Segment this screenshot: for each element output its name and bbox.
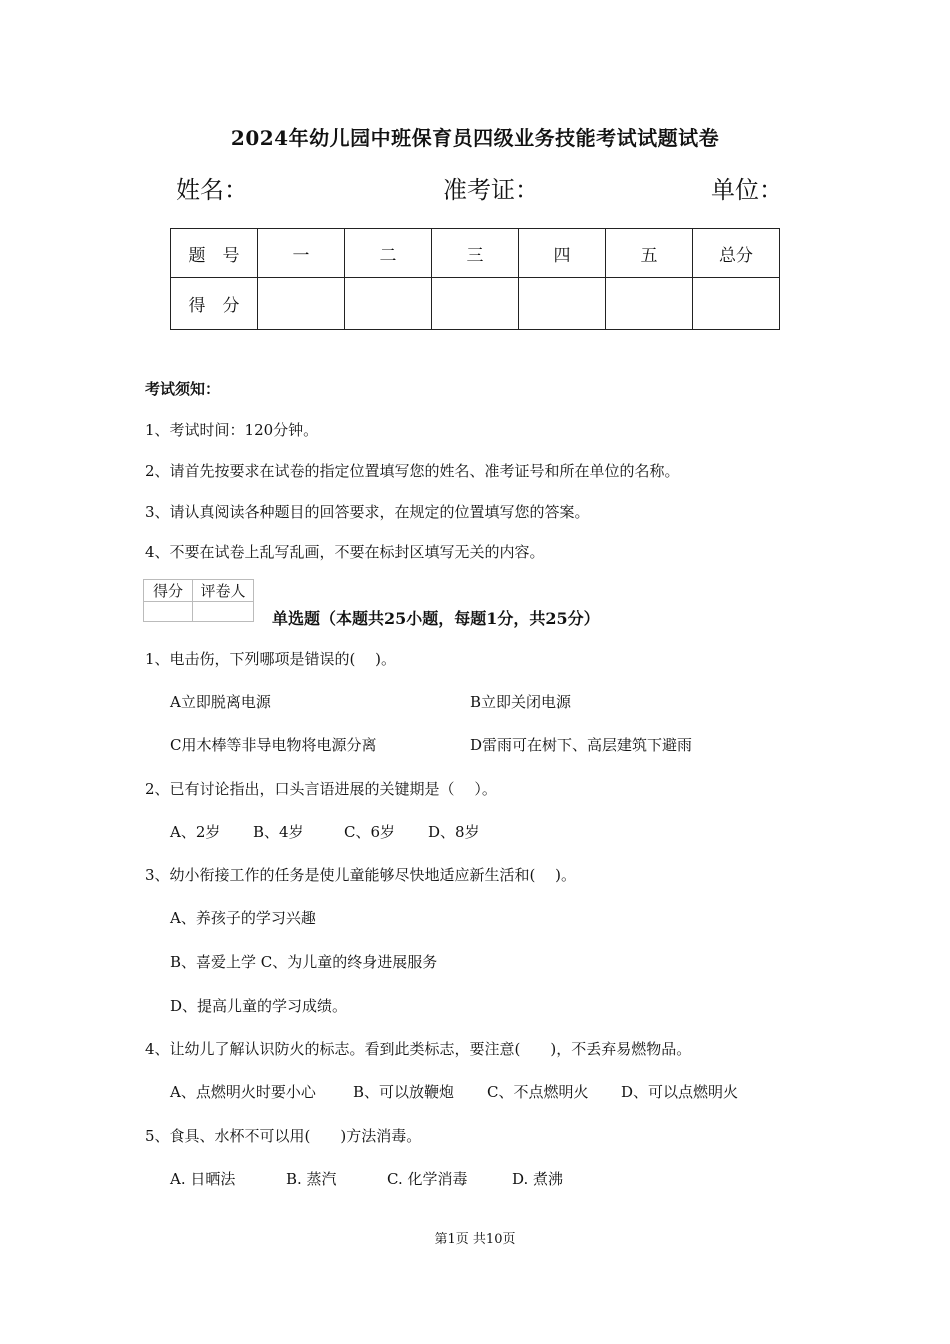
notice-item: 3、请认真阅读各种题目的回答要求，在规定的位置填写您的答案。 (145, 503, 590, 521)
score-table-header-cell: 一 (258, 229, 345, 278)
question-option: A、点燃明火时要小心 (170, 1083, 316, 1101)
question-option: B、4岁 (253, 823, 304, 841)
question-stem: 2、已有讨论指出，口头言语进展的关键期是（ ）。 (145, 780, 497, 798)
score-cell (345, 278, 432, 330)
grader-score-label: 得分 (144, 580, 193, 602)
score-table-header-cell: 四 (519, 229, 606, 278)
score-cell (432, 278, 519, 330)
score-cell (693, 278, 780, 330)
question-stem: 5、食具、水杯不可以用( )方法消毒。 (145, 1127, 422, 1145)
score-table-header-cell: 三 (432, 229, 519, 278)
grader-name-cell (193, 602, 254, 622)
notice-item: 1、考试时间：120分钟。 (145, 421, 319, 439)
question-option: C用木棒等非导电物将电源分离 (170, 736, 377, 754)
question-option: B、喜爱上学 C、为儿童的终身进展服务 (170, 953, 438, 971)
section-heading: 单选题（本题共25小题，每题1分，共25分） (272, 609, 600, 628)
grader-score-cell (144, 602, 193, 622)
score-cell (258, 278, 345, 330)
question-option: B、可以放鞭炮 (353, 1083, 455, 1101)
score-table-header-cell: 五 (606, 229, 693, 278)
question-option: D. 煮沸 (512, 1170, 564, 1188)
score-table-score-row (171, 278, 780, 330)
score-table-header-cell: 题 号 (171, 229, 258, 278)
unit-label: 单位： (711, 176, 783, 204)
question-option: C. 化学消毒 (387, 1170, 468, 1188)
question-option: A、2岁 (170, 823, 221, 841)
question-stem: 1、电击伤，下列哪项是错误的( )。 (145, 650, 397, 668)
question-option: B. 蒸汽 (286, 1170, 337, 1188)
question-option: D、可以点燃明火 (621, 1083, 739, 1101)
notice-heading: 考试须知： (145, 380, 221, 398)
question-option: D雷雨可在树下、高层建筑下避雨 (470, 736, 693, 754)
question-option: A、养孩子的学习兴趣 (170, 909, 316, 927)
score-table (170, 228, 780, 330)
question-option: C、6岁 (344, 823, 396, 841)
name-label: 姓名： (176, 176, 248, 204)
question-option: B立即关闭电源 (470, 693, 572, 711)
exam-id-label: 准考证： (443, 176, 539, 204)
document-title: 2024年幼儿园中班保育员四级业务技能考试试题试卷 (230, 126, 720, 150)
question-option: A. 日晒法 (170, 1170, 236, 1188)
question-stem: 4、让幼儿了解认识防火的标志。看到此类标志，要注意( )，不丢弃易燃物品。 (145, 1040, 692, 1058)
question-stem: 3、幼小衔接工作的任务是使儿童能够尽快地适应新生活和( )。 (145, 866, 577, 884)
score-cell (519, 278, 606, 330)
notice-item: 2、请首先按要求在试卷的指定位置填写您的姓名、准考证号和所在单位的名称。 (145, 462, 680, 480)
score-table-header-row (171, 229, 780, 278)
score-table-header-cell: 二 (345, 229, 432, 278)
score-table-header-cell: 总分 (693, 229, 780, 278)
question-option: A立即脱离电源 (170, 693, 271, 711)
score-cell (606, 278, 693, 330)
question-option: C、不点燃明火 (487, 1083, 589, 1101)
score-row-label: 得 分 (171, 278, 258, 330)
page-footer: 第1页 共10页 (434, 1232, 516, 1247)
question-option: D、提高儿童的学习成绩。 (170, 997, 348, 1015)
grader-name-label: 评卷人 (193, 580, 254, 602)
notice-item: 4、不要在试卷上乱写乱画，不要在标封区填写无关的内容。 (145, 543, 545, 561)
grader-box (143, 579, 254, 622)
question-option: D、8岁 (428, 823, 480, 841)
